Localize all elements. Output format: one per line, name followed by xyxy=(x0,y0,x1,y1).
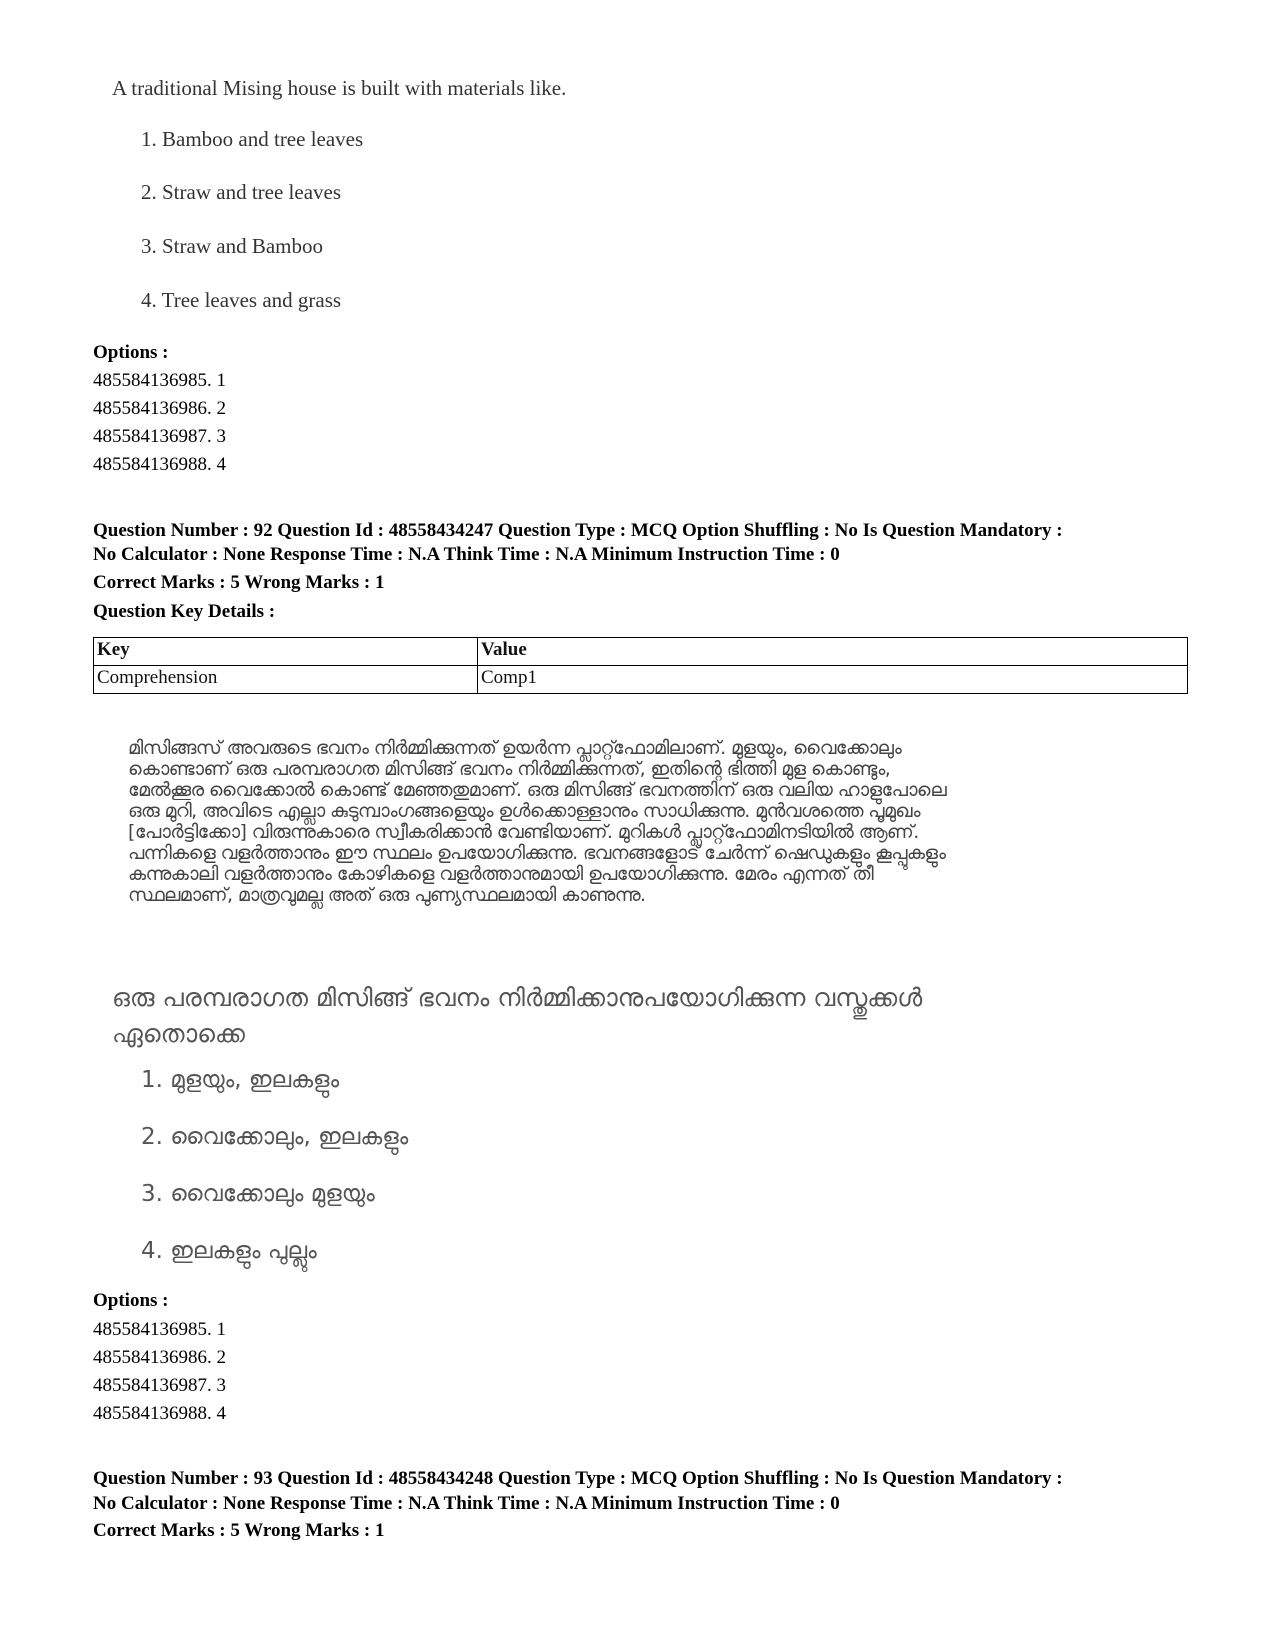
answer-choice-3: 3. Straw and Bamboo xyxy=(141,234,323,258)
question-key-table xyxy=(93,637,1188,694)
question-marks: Correct Marks : 5 Wrong Marks : 1 xyxy=(93,572,385,593)
options-label: Options : xyxy=(93,1290,169,1311)
value-header: Value xyxy=(478,638,1188,666)
question-stem: A traditional Mising house is built with materials like. xyxy=(112,76,567,100)
passage-line: കൊണ്ടാണ് ഒരു പരമ്പരാഗത മിസിങ്ങ് ഭവനം നിർമ്മിക്കുന്നത്, ഇതിന്റെ ഭിത്തി മുള കൊണ്ടും, xyxy=(128,758,891,780)
question-key-details-label: Question Key Details : xyxy=(93,601,276,622)
passage-line: ഒരു മുറി, അവിടെ എല്ലാ കുടുമ്പാംഗങ്ങളെയും ഉൾക്കൊള്ളാനും സാധിക്കുന്നു. മുൻവശത്തെ പൂമുഖം xyxy=(128,800,920,822)
option-id: 485584136986. 2 xyxy=(93,398,226,419)
answer-choice-1: 1. Bamboo and tree leaves xyxy=(141,127,364,151)
question-marks: Correct Marks : 5 Wrong Marks : 1 xyxy=(93,1520,385,1541)
options-label: Options : xyxy=(93,342,169,363)
stem-line: ഒരു പരമ്പരാഗത മിസിങ്ങ് ഭവനം നിർമ്മിക്കാനുപയോഗിക്കുന്ന വസ്തുക്കൾ xyxy=(112,983,923,1012)
answer-choice-4: 4. Tree leaves and grass xyxy=(141,288,342,312)
option-id: 485584136986. 2 xyxy=(93,1347,226,1368)
question-meta-line: Question Number : 92 Question Id : 48558434247 Question Type : MCQ Option Shuffling : No Is Question Mandatory : xyxy=(93,520,1063,541)
passage-line: മേൽക്കൂര വൈക്കോൽ കൊണ്ട് മേഞ്ഞതുമാണ്. ഒരു മിസിങ്ങ് ഭവനത്തിന് ഒരു വലിയ ഹാളുപോലെ xyxy=(128,779,947,801)
key-cell: Comprehension xyxy=(94,666,478,694)
option-id: 485584136985. 1 xyxy=(93,1319,226,1340)
stem-line: ഏതൊക്കെ xyxy=(112,1019,245,1048)
answer-choice-2: 2. വൈക്കോലും, ഇലകളും xyxy=(141,1124,409,1150)
passage-line: മിസിങ്ങസ് അവരുടെ ഭവനം നിർമ്മിക്കുന്നത് ഉയർന്ന പ്ലാറ്റ്ഫോമിലാണ്. മുളയും, വൈക്കോലും xyxy=(128,737,902,759)
comprehension-passage xyxy=(128,738,1188,906)
key-header: Key xyxy=(94,638,478,666)
answer-choice-2: 2. Straw and tree leaves xyxy=(141,180,342,204)
option-id: 485584136988. 4 xyxy=(93,454,226,475)
passage-line: പന്നികളെ വളർത്താനും ഈ സ്ഥലം ഉപയോഗിക്കുന്നു. ഭവനങ്ങളോട് ചേർന്ന് ഷെഡുകളും കൂപ്പുകളും xyxy=(128,842,946,864)
passage-line: കന്നുകാലി വളർത്താനും കോഴികളെ വളർത്താനുമായി ഉപയോഗിക്കുന്നു. മേരം എന്നത് തീ xyxy=(128,863,874,885)
answer-choice-4: 4. ഇലകളും പുല്ലും xyxy=(141,1238,317,1264)
option-id: 485584136985. 1 xyxy=(93,370,226,391)
option-id: 485584136987. 3 xyxy=(93,426,226,447)
question-stem-malayalam xyxy=(112,980,1112,1052)
answer-choice-1: 1. മുളയും, ഇലകളും xyxy=(141,1067,340,1093)
question-meta-line: Question Number : 93 Question Id : 48558434248 Question Type : MCQ Option Shuffling : No Is Question Mandatory : xyxy=(93,1468,1063,1489)
question-meta-line: No Calculator : None Response Time : N.A Think Time : N.A Minimum Instruction Time : 0 xyxy=(93,1493,840,1514)
passage-line: [പോർട്ടിക്കോ] വിരുന്നുകാരെ സ്വീകരിക്കാൻ വേണ്ടിയാണ്. മുറികൾ പ്ലാറ്റ്ഫോമിനടിയിൽ ആണ്. xyxy=(128,821,919,843)
question-meta-line: No Calculator : None Response Time : N.A Think Time : N.A Minimum Instruction Time : 0 xyxy=(93,544,840,565)
answer-choice-3: 3. വൈക്കോലും മുളയും xyxy=(141,1181,375,1207)
option-id: 485584136987. 3 xyxy=(93,1375,226,1396)
value-cell: Comp1 xyxy=(478,666,1188,694)
passage-line: സ്ഥലമാണ്, മാത്രവുമല്ല അത് ഒരു പുണ്യസ്ഥലമായി കാണുന്നു. xyxy=(128,884,646,906)
option-id: 485584136988. 4 xyxy=(93,1403,226,1424)
